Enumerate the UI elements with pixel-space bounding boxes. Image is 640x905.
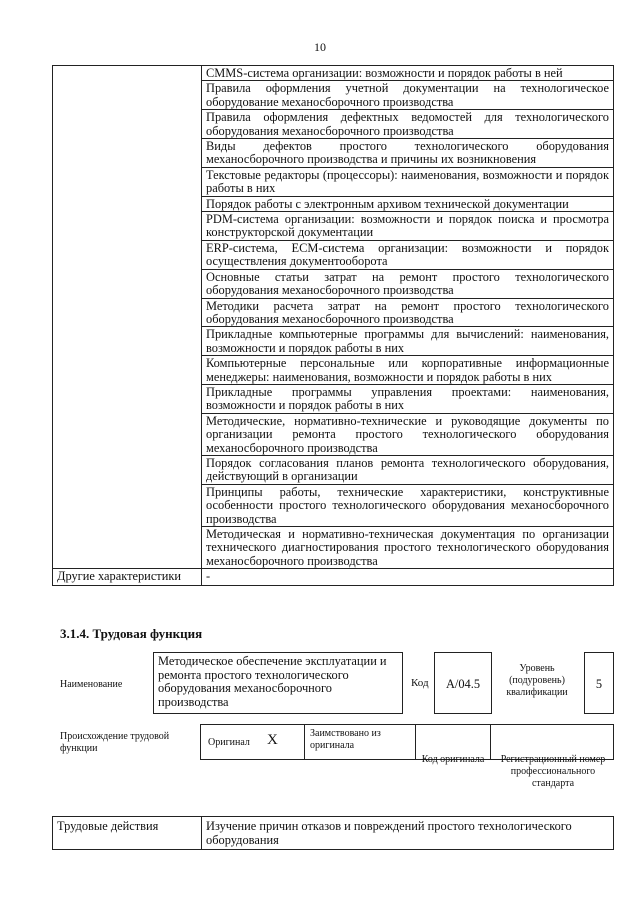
borrowed-cell	[304, 724, 416, 760]
original-mark: X	[267, 732, 278, 748]
labor-actions-row	[53, 817, 614, 850]
knowledge-table	[52, 65, 614, 586]
labor-actions-value: Изучение причин отказов и повреждений простого технологического оборудования	[202, 817, 614, 850]
code-label: Код	[411, 677, 429, 689]
knowledge-item: Правила оформления учетной документации на технологическое оборудование механосборочного производства	[202, 81, 614, 110]
labor-actions-label: Трудовые действия	[53, 817, 202, 850]
knowledge-row	[53, 66, 614, 81]
other-characteristics-row	[53, 569, 614, 585]
name-label: Наименование	[60, 679, 123, 690]
knowledge-label-cell	[53, 66, 202, 569]
level-value-box	[584, 652, 614, 714]
origin-label: Происхождение трудовой функции	[60, 731, 170, 754]
knowledge-item: Правила оформления дефектных ведомостей для технологического оборудования механосборочного производства	[202, 110, 614, 139]
function-name-value: Методическое обеспечение эксплуатации и ремонта простого технологического оборудования механосборочного производства	[158, 654, 387, 709]
knowledge-item: Принципы работы, технические характеристики, конструктивные особенности простого технологического оборудования механосборочного производства	[202, 484, 614, 526]
knowledge-item: ERP-система, ECM-система организации: возможности и порядок осуществления документооборота	[202, 240, 614, 269]
knowledge-item: PDM-система организации: возможности и порядок поиска и просмотра конструкторской документации	[202, 212, 614, 241]
borrowed-label: Заимствовано из оригинала	[310, 728, 381, 751]
original-label: Оригинал	[208, 737, 250, 748]
knowledge-item: Методики расчета затрат на ремонт простого технологического оборудования механосборочного производства	[202, 298, 614, 327]
knowledge-item: CMMS-система организации: возможности и порядок работы в ней	[202, 66, 614, 81]
knowledge-item: Текстовые редакторы (процессоры): наименования, возможности и порядок работы в них	[202, 167, 614, 196]
level-label: Уровень (подуровень) квалификации	[506, 663, 568, 698]
section-title: 3.1.4. Трудовая функция	[60, 626, 203, 641]
knowledge-item: Основные статьи затрат на ремонт простого технологического оборудования механосборочного производства	[202, 269, 614, 298]
knowledge-item: Компьютерные персональные или корпоративные информационные менеджеры: наименования, возможности и порядок работы в них	[202, 356, 614, 385]
page-number: 10	[314, 40, 326, 54]
labor-actions-table	[52, 816, 614, 850]
knowledge-item: Методические, нормативно-технические и руководящие документы по организации ремонта простого технологического оборудования механосборочного производства	[202, 413, 614, 455]
knowledge-item: Прикладные компьютерные программы для вычислений: наименования, возможности и порядок работы в них	[202, 327, 614, 356]
other-characteristics-value: -	[202, 569, 614, 585]
level-value: 5	[595, 677, 603, 691]
code-value-box	[434, 652, 492, 714]
knowledge-item: Прикладные программы управления проектами: наименования, возможности и порядок работы в них	[202, 384, 614, 413]
knowledge-item: Порядок согласования планов ремонта технологического оборудования, действующий в организации	[202, 455, 614, 484]
original-cell	[200, 724, 305, 760]
knowledge-item: Порядок работы с электронным архивом технической документации	[202, 196, 614, 211]
code-caption: Код оригинала	[421, 754, 485, 765]
knowledge-item: Виды дефектов простого технологического оборудования механосборочного производства и причины их возникновения	[202, 139, 614, 168]
knowledge-item: Методическая и нормативно-техническая документация по организации технического диагностирования простого технологического оборудования механосборочного производства	[202, 527, 614, 569]
other-characteristics-label: Другие характеристики	[53, 569, 202, 585]
code-value: A/04.5	[445, 677, 481, 691]
function-name-box	[153, 652, 403, 714]
reg-caption: Регистрационный номер профессионального стандарта	[500, 754, 606, 789]
